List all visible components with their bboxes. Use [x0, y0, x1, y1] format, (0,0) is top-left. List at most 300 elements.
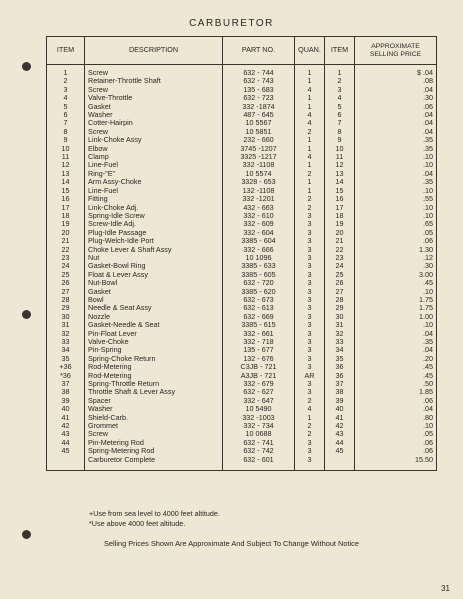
item-cell: +36	[47, 363, 85, 371]
item-ref-cell: 44	[325, 439, 355, 447]
price-cell: .65	[355, 220, 437, 228]
price-cell: .12	[355, 254, 437, 262]
item-ref-cell: 40	[325, 405, 355, 413]
part-number-cell: 10 5851	[223, 128, 295, 136]
description-cell: Pin-Float Lever	[85, 330, 223, 338]
item-ref-cell: 30	[325, 313, 355, 321]
item-cell: 43	[47, 430, 85, 438]
description-cell: Grommet	[85, 422, 223, 430]
item-cell: 8	[47, 128, 85, 136]
price-cell: .10	[355, 204, 437, 212]
description-cell: Cotter-Hairpin	[85, 119, 223, 127]
description-cell: Valve-Choke	[85, 338, 223, 346]
item-cell: 35	[47, 355, 85, 363]
table-row	[47, 119, 437, 127]
table-row	[47, 439, 437, 447]
quantity-cell: 3	[295, 313, 325, 321]
quantity-cell: 1	[295, 187, 325, 195]
part-number-cell: 632 - 720	[223, 279, 295, 287]
table-row	[47, 430, 437, 438]
item-ref-cell: 27	[325, 288, 355, 296]
item-cell: 21	[47, 237, 85, 245]
item-ref-cell: 10	[325, 145, 355, 153]
quantity-cell: 3	[295, 346, 325, 354]
description-cell: Gasket-Needle & Seat	[85, 321, 223, 329]
item-cell: 18	[47, 212, 85, 220]
item-cell: 1	[47, 69, 85, 77]
part-number-cell: 3385 - 633	[223, 262, 295, 270]
item-cell: 17	[47, 204, 85, 212]
description-cell: Needle & Seat Assy	[85, 304, 223, 312]
part-number-cell: 632 - 613	[223, 304, 295, 312]
description-cell: Screw	[85, 430, 223, 438]
price-cell: .10	[355, 321, 437, 329]
item-cell: 32	[47, 330, 85, 338]
price-cell: .06	[355, 439, 437, 447]
table-row	[47, 220, 437, 228]
item-cell: 33	[47, 338, 85, 346]
part-number-cell: 135 - 677	[223, 346, 295, 354]
quantity-cell: 1	[295, 136, 325, 144]
item-cell: 25	[47, 271, 85, 279]
table-row	[47, 372, 437, 380]
part-number-cell: 10 5567	[223, 119, 295, 127]
price-cell: 3.00	[355, 271, 437, 279]
quantity-cell: 1	[295, 77, 325, 85]
quantity-cell: 1	[295, 414, 325, 422]
header-item-2: ITEM	[325, 37, 355, 65]
item-ref-cell: 43	[325, 430, 355, 438]
description-cell: Valve-Throttle	[85, 94, 223, 102]
item-ref-cell: 4	[325, 94, 355, 102]
item-cell: 2	[47, 77, 85, 85]
item-cell: 11	[47, 153, 85, 161]
description-cell: Nut-Bowl	[85, 279, 223, 287]
price-cell: .06	[355, 237, 437, 245]
description-cell: Gasket	[85, 288, 223, 296]
quantity-cell: 3	[295, 254, 325, 262]
table-row	[47, 237, 437, 245]
description-cell: Screw	[85, 86, 223, 94]
table-header-row	[47, 37, 437, 65]
part-number-cell: 332 - 666	[223, 246, 295, 254]
price-cell: .80	[355, 414, 437, 422]
part-number-cell: 332 - 734	[223, 422, 295, 430]
part-number-cell: 232 - 660	[223, 136, 295, 144]
item-cell: 26	[47, 279, 85, 287]
part-number-cell: 3328 - 653	[223, 178, 295, 186]
quantity-cell: 3	[295, 321, 325, 329]
part-number-cell: 135 - 683	[223, 86, 295, 94]
quantity-cell: 4	[295, 119, 325, 127]
item-ref-cell: 35	[325, 355, 355, 363]
part-number-cell: 332 - 647	[223, 397, 295, 405]
item-cell: 45	[47, 447, 85, 455]
item-ref-cell: 9	[325, 136, 355, 144]
description-cell: Rod-Metering	[85, 363, 223, 371]
description-cell: Plug-Welch-Idle Port	[85, 237, 223, 245]
item-cell: 19	[47, 220, 85, 228]
item-ref-cell: 14	[325, 178, 355, 186]
quantity-cell: 1	[295, 178, 325, 186]
item-cell: 40	[47, 405, 85, 413]
quantity-cell: 3	[295, 288, 325, 296]
table-row	[47, 262, 437, 270]
table-row	[47, 178, 437, 186]
item-cell: 34	[47, 346, 85, 354]
table-row	[47, 296, 437, 304]
price-cell: .10	[355, 187, 437, 195]
quantity-cell: 4	[295, 111, 325, 119]
item-cell: 38	[47, 388, 85, 396]
price-cell: .04	[355, 330, 437, 338]
item-ref-cell: 22	[325, 246, 355, 254]
table-row	[47, 204, 437, 212]
item-cell: 12	[47, 161, 85, 169]
quantity-cell: 2	[295, 430, 325, 438]
quantity-cell: 2	[295, 422, 325, 430]
quantity-cell: 3	[295, 271, 325, 279]
item-ref-cell: 25	[325, 271, 355, 279]
quantity-cell: 3	[295, 363, 325, 371]
item-ref-cell: 8	[325, 128, 355, 136]
page-number: 31	[441, 584, 450, 593]
table-row	[47, 170, 437, 178]
header-item: ITEM	[47, 37, 85, 65]
item-cell: 23	[47, 254, 85, 262]
binder-hole	[22, 62, 31, 71]
price-cell: 1.30	[355, 246, 437, 254]
item-cell: 37	[47, 380, 85, 388]
item-cell: 31	[47, 321, 85, 329]
table-row	[47, 187, 437, 195]
item-cell: 16	[47, 195, 85, 203]
item-ref-cell: 45	[325, 447, 355, 455]
price-cell: .06	[355, 447, 437, 455]
table-row	[47, 304, 437, 312]
table-row	[47, 103, 437, 111]
part-number-cell: 332 -1874	[223, 103, 295, 111]
item-ref-cell: 12	[325, 161, 355, 169]
price-cell: 1.85	[355, 388, 437, 396]
table-row	[47, 388, 437, 396]
price-cell: .05	[355, 229, 437, 237]
price-cell: .04	[355, 405, 437, 413]
price-cell: .35	[355, 145, 437, 153]
description-cell: Line-Fuel	[85, 187, 223, 195]
table-row	[47, 153, 437, 161]
table-row	[47, 397, 437, 405]
item-ref-cell: 32	[325, 330, 355, 338]
item-ref-cell: 3	[325, 86, 355, 94]
description-cell: Retainer-Throttle Shaft	[85, 77, 223, 85]
quantity-cell: 3	[295, 262, 325, 270]
price-cell: 1.00	[355, 313, 437, 321]
header-part-no: PART NO.	[223, 37, 295, 65]
quantity-cell: 1	[295, 94, 325, 102]
part-number-cell: 432 - 663	[223, 204, 295, 212]
description-cell: Pin-Metering Rod	[85, 439, 223, 447]
description-cell: Gasket	[85, 103, 223, 111]
description-cell: Spring-Throttle Return	[85, 380, 223, 388]
description-cell: Rod-Metering	[85, 372, 223, 380]
price-cell: .04	[355, 111, 437, 119]
item-ref-cell: 41	[325, 414, 355, 422]
price-cell: .05	[355, 430, 437, 438]
quantity-cell: 3	[295, 229, 325, 237]
table-row	[47, 246, 437, 254]
quantity-cell: 2	[295, 170, 325, 178]
part-number-cell: 332 - 604	[223, 229, 295, 237]
quantity-cell: 3	[295, 304, 325, 312]
part-number-cell: 487 - 645	[223, 111, 295, 119]
description-cell: Float & Lever Assy	[85, 271, 223, 279]
description-cell: Bowl	[85, 296, 223, 304]
price-cell: .10	[355, 153, 437, 161]
item-cell: 30	[47, 313, 85, 321]
item-ref-cell: 17	[325, 204, 355, 212]
part-number-cell: 632 - 627	[223, 388, 295, 396]
quantity-cell: 1	[295, 103, 325, 111]
quantity-cell: 2	[295, 397, 325, 405]
price-cell: .04	[355, 346, 437, 354]
table-row	[47, 363, 437, 371]
quantity-cell: 3	[295, 330, 325, 338]
item-cell: 22	[47, 246, 85, 254]
price-cell: .45	[355, 372, 437, 380]
part-number-cell: 632 - 673	[223, 296, 295, 304]
item-ref-cell: 36	[325, 372, 355, 380]
part-number-cell: A3JB - 721	[223, 372, 295, 380]
item-cell: 6	[47, 111, 85, 119]
item-cell: *36	[47, 372, 85, 380]
quantity-cell: 4	[295, 405, 325, 413]
table-row	[47, 422, 437, 430]
item-cell: 7	[47, 119, 85, 127]
price-cell: .04	[355, 170, 437, 178]
quantity-cell: 3	[295, 338, 325, 346]
table-row	[47, 405, 437, 413]
description-cell: Gasket-Bowl Ring	[85, 262, 223, 270]
item-cell: 10	[47, 145, 85, 153]
quantity-cell: 3	[295, 220, 325, 228]
table-row	[47, 94, 437, 102]
description-cell: Spacer	[85, 397, 223, 405]
item-cell: 9	[47, 136, 85, 144]
table-row	[47, 338, 437, 346]
item-cell: 4	[47, 94, 85, 102]
item-ref-cell: 34	[325, 346, 355, 354]
quantity-cell: 4	[295, 153, 325, 161]
table-row	[47, 77, 437, 85]
item-ref-cell: 29	[325, 304, 355, 312]
description-cell: Screw	[85, 69, 223, 77]
price-cell: .35	[355, 136, 437, 144]
item-ref-cell: 31	[325, 321, 355, 329]
description-cell: Nut	[85, 254, 223, 262]
table-row	[47, 69, 437, 77]
quantity-cell: 2	[295, 204, 325, 212]
table-row	[47, 195, 437, 203]
binder-hole	[22, 310, 31, 319]
quantity-cell: 1	[295, 145, 325, 153]
price-cell: .20	[355, 355, 437, 363]
table-row	[47, 136, 437, 144]
item-cell: 44	[47, 439, 85, 447]
part-number-cell: 632 - 601	[223, 456, 295, 464]
price-cell: .55	[355, 195, 437, 203]
description-cell: Link-Choke Adj.	[85, 204, 223, 212]
quantity-cell: 3	[295, 447, 325, 455]
quantity-cell: 3	[295, 380, 325, 388]
price-cell: .06	[355, 397, 437, 405]
item-ref-cell: 7	[325, 119, 355, 127]
price-cell: .10	[355, 161, 437, 169]
price-cell: .04	[355, 86, 437, 94]
description-cell: Pin-Spring	[85, 346, 223, 354]
description-cell: Throttle Shaft & Lever Assy	[85, 388, 223, 396]
part-number-cell: 632 - 743	[223, 77, 295, 85]
item-ref-cell: 21	[325, 237, 355, 245]
item-ref-cell: 36	[325, 363, 355, 371]
item-cell	[47, 456, 85, 464]
price-cell: .10	[355, 422, 437, 430]
table-row	[47, 456, 437, 464]
part-number-cell: 332 - 609	[223, 220, 295, 228]
price-cell: .45	[355, 279, 437, 287]
table-row	[47, 212, 437, 220]
item-ref-cell: 2	[325, 77, 355, 85]
quantity-cell: 3	[295, 439, 325, 447]
quantity-cell: 4	[295, 86, 325, 94]
item-cell: 39	[47, 397, 85, 405]
part-number-cell: 3385 - 604	[223, 237, 295, 245]
item-cell: 29	[47, 304, 85, 312]
item-ref-cell: 26	[325, 279, 355, 287]
price-cell: .30	[355, 94, 437, 102]
price-cell: .35	[355, 178, 437, 186]
part-number-cell: 10 0688	[223, 430, 295, 438]
description-cell: Spring-Metering Rod	[85, 447, 223, 455]
quantity-cell: 3	[295, 456, 325, 464]
item-cell: 5	[47, 103, 85, 111]
table-row	[47, 447, 437, 455]
table-row	[47, 380, 437, 388]
table-row	[47, 279, 437, 287]
item-ref-cell: 18	[325, 212, 355, 220]
item-ref-cell: 33	[325, 338, 355, 346]
description-cell: Plug-Idle Passage	[85, 229, 223, 237]
item-ref-cell: 37	[325, 380, 355, 388]
header-description: DESCRIPTION	[85, 37, 223, 65]
price-cell: .35	[355, 338, 437, 346]
part-number-cell: 632 - 744	[223, 69, 295, 77]
table-row	[47, 86, 437, 94]
description-cell: Link-Choke Assy	[85, 136, 223, 144]
item-ref-cell: 42	[325, 422, 355, 430]
quantity-cell: 3	[295, 355, 325, 363]
part-number-cell: 332 - 718	[223, 338, 295, 346]
part-number-cell: 332 -1003	[223, 414, 295, 422]
table-row	[47, 330, 437, 338]
description-cell: Line-Fuel	[85, 161, 223, 169]
item-cell: 13	[47, 170, 85, 178]
quantity-cell: 1	[295, 69, 325, 77]
description-cell: Clamp	[85, 153, 223, 161]
description-cell: Spring-Choke Return	[85, 355, 223, 363]
header-quantity: QUAN.	[295, 37, 325, 65]
part-number-cell: 10 1096	[223, 254, 295, 262]
item-cell: 41	[47, 414, 85, 422]
item-ref-cell: 11	[325, 153, 355, 161]
quantity-cell: 2	[295, 195, 325, 203]
quantity-cell: 3	[295, 296, 325, 304]
part-number-cell: 3325 -1217	[223, 153, 295, 161]
quantity-cell: 3	[295, 212, 325, 220]
price-cell: .30	[355, 262, 437, 270]
description-cell: Washer	[85, 111, 223, 119]
description-cell: Spring-Idle Screw	[85, 212, 223, 220]
item-ref-cell: 38	[325, 388, 355, 396]
description-cell: Elbow	[85, 145, 223, 153]
part-number-cell: 3745 -1207	[223, 145, 295, 153]
item-ref-cell: 6	[325, 111, 355, 119]
table-row	[47, 271, 437, 279]
quantity-cell: 3	[295, 237, 325, 245]
part-number-cell: 332 -1108	[223, 161, 295, 169]
price-cell: .04	[355, 119, 437, 127]
table-row	[47, 355, 437, 363]
header-price: APPROXIMATE SELLING PRICE	[355, 37, 437, 65]
description-cell: Choke Lever & Shaft Assy	[85, 246, 223, 254]
item-ref-cell: 16	[325, 195, 355, 203]
description-cell: Shield-Carb.	[85, 414, 223, 422]
price-cell: 1.75	[355, 304, 437, 312]
table-row	[47, 229, 437, 237]
part-number-cell: C3JB - 721	[223, 363, 295, 371]
price-cell: 15.50	[355, 456, 437, 464]
item-ref-cell: 15	[325, 187, 355, 195]
price-disclaimer: Selling Prices Shown Are Approximate And Subject To Change Without Notice	[104, 539, 359, 548]
quantity-cell: 1	[295, 161, 325, 169]
description-cell: Nozzle	[85, 313, 223, 321]
part-number-cell: 332 - 661	[223, 330, 295, 338]
table-row	[47, 414, 437, 422]
description-cell: Arm Assy-Choke	[85, 178, 223, 186]
item-cell: 20	[47, 229, 85, 237]
part-number-cell: 3385 - 615	[223, 321, 295, 329]
part-number-cell: 332 - 679	[223, 380, 295, 388]
part-number-cell: 632 - 669	[223, 313, 295, 321]
item-cell: 3	[47, 86, 85, 94]
page-title: CARBURETOR	[189, 18, 274, 29]
item-ref-cell: 5	[325, 103, 355, 111]
table-row	[47, 111, 437, 119]
item-ref-cell: 19	[325, 220, 355, 228]
part-number-cell: 132 -1108	[223, 187, 295, 195]
item-cell: 27	[47, 288, 85, 296]
item-ref-cell: 23	[325, 254, 355, 262]
part-number-cell: 332 -1201	[223, 195, 295, 203]
description-cell: Carburetor Complete	[85, 456, 223, 464]
part-number-cell: 3385 - 605	[223, 271, 295, 279]
table-row	[47, 288, 437, 296]
table-row	[47, 321, 437, 329]
footnote-sea-level: +Use from sea level to 4000 feet altitude.	[89, 509, 220, 518]
part-number-cell: 3385 - 620	[223, 288, 295, 296]
item-ref-cell: 1	[325, 69, 355, 77]
part-number-cell: 10 5490	[223, 405, 295, 413]
